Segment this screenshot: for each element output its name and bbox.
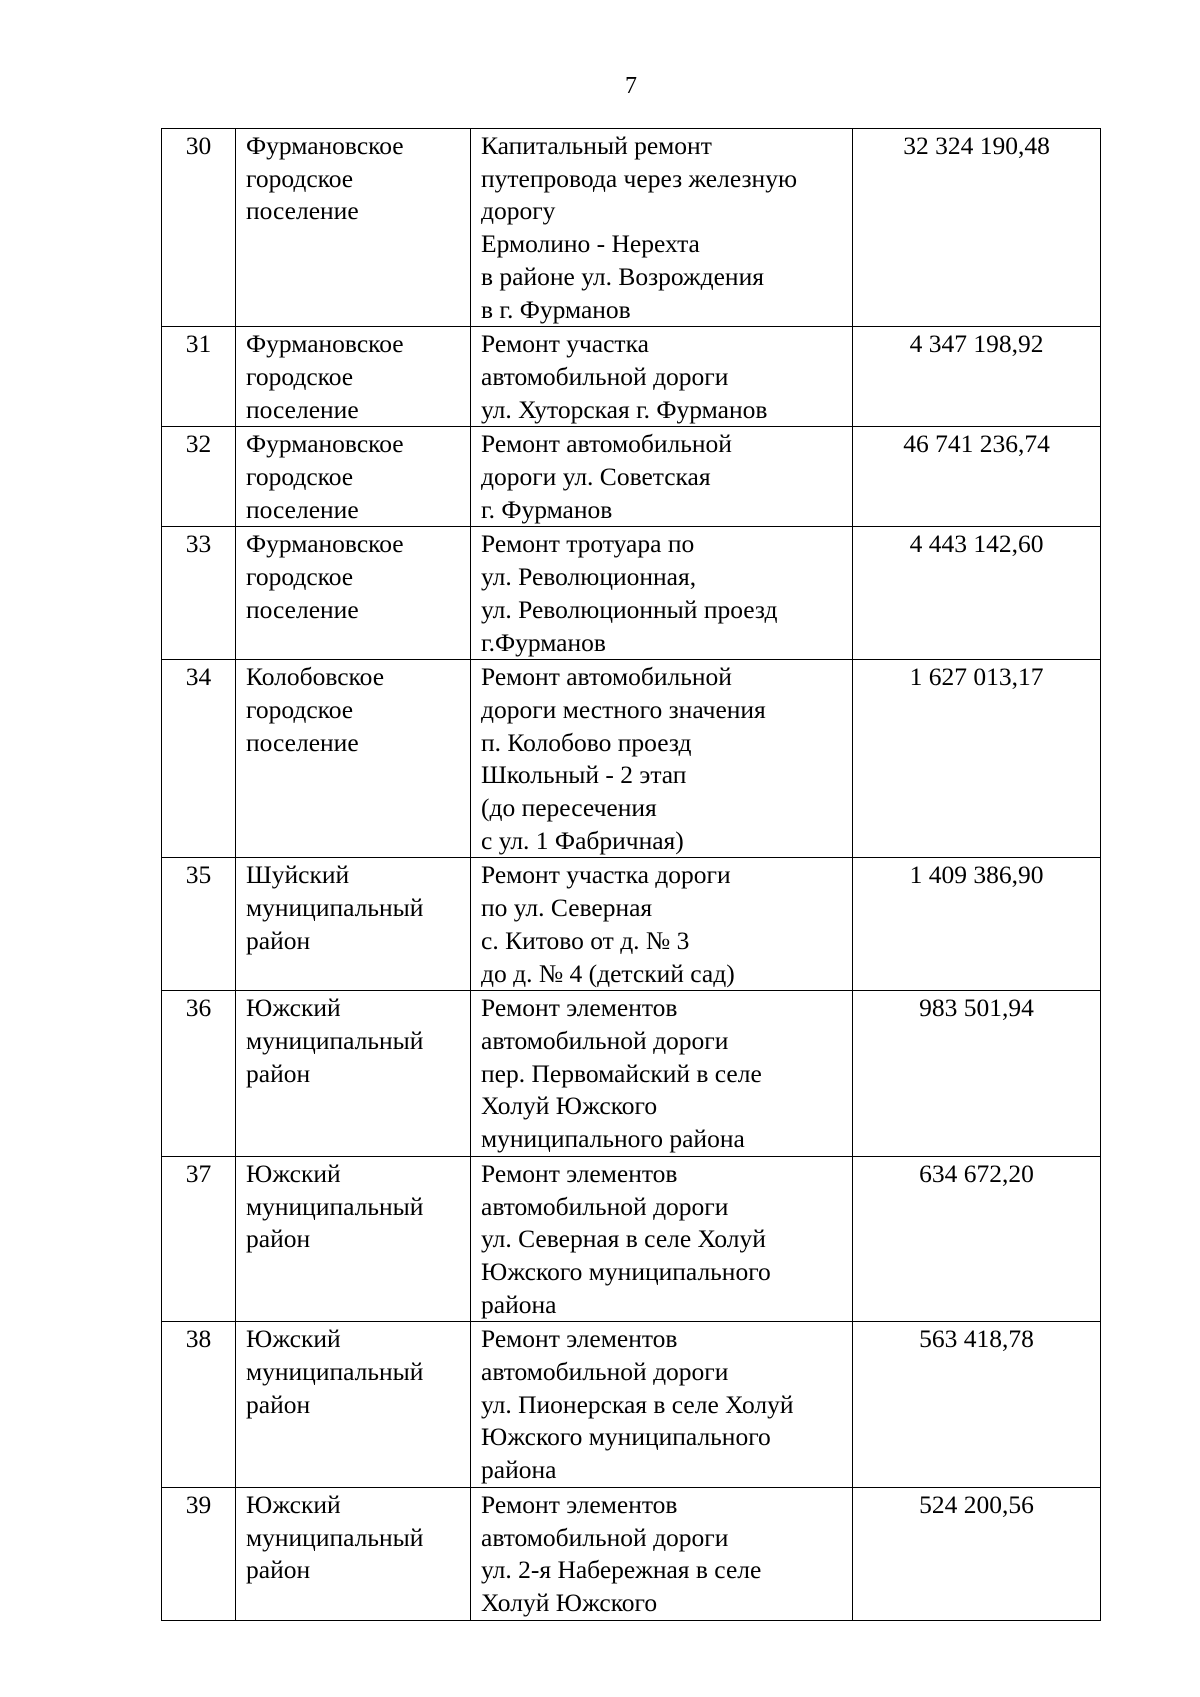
object-cell bbox=[471, 527, 853, 660]
object-text: Ремонт участка дороги по ул. Северная с. Китово от д. № 3 до д. № 4 (детский сад) bbox=[481, 860, 735, 988]
amount-cell: 634 672,20 bbox=[853, 1156, 1101, 1322]
object-text: Ремонт автомобильной дороги местного значения п. Колобово проезд Школьный - 2 этап (до пересечения с ул. 1 Фабричная) bbox=[481, 662, 766, 855]
projects-table bbox=[161, 128, 1101, 1621]
amount-cell: 1 627 013,17 bbox=[853, 660, 1101, 858]
municipality-text: Колобовское городское поселение bbox=[246, 662, 385, 757]
amount-cell: 524 200,56 bbox=[853, 1487, 1101, 1620]
municipality-cell bbox=[236, 1156, 471, 1322]
object-cell bbox=[471, 327, 853, 427]
municipality-text: Фурмановское городское поселение bbox=[246, 131, 404, 226]
table-row bbox=[162, 129, 1101, 327]
amount-cell: 563 418,78 bbox=[853, 1322, 1101, 1488]
row-number: 31 bbox=[162, 327, 236, 427]
object-cell bbox=[471, 1156, 853, 1322]
municipality-text: Южский муниципальный район bbox=[246, 1324, 424, 1419]
object-text: Ремонт автомобильной дороги ул. Советская г. Фурманов bbox=[481, 429, 732, 524]
table-row bbox=[162, 527, 1101, 660]
object-cell bbox=[471, 1487, 853, 1620]
amount-cell: 983 501,94 bbox=[853, 991, 1101, 1157]
table-row bbox=[162, 1322, 1101, 1488]
object-text: Ремонт элементов автомобильной дороги ул. Северная в селе Холуй Южского муниципального района bbox=[481, 1158, 771, 1319]
page-number: 7 bbox=[625, 73, 637, 99]
projects-table-body bbox=[162, 129, 1101, 1621]
object-text: Ремонт элементов автомобильной дороги пер. Первомайский в селе Холуй Южского муниципального района bbox=[481, 993, 762, 1154]
amount-cell: 4 347 198,92 bbox=[853, 327, 1101, 427]
table-row bbox=[162, 327, 1101, 427]
object-cell bbox=[471, 1322, 853, 1488]
table-row bbox=[162, 991, 1101, 1157]
table-row bbox=[162, 1156, 1101, 1322]
row-number: 38 bbox=[162, 1322, 236, 1488]
table-row bbox=[162, 858, 1101, 991]
object-text: Ремонт элементов автомобильной дороги ул. 2-я Набережная в селе Холуй Южского bbox=[481, 1489, 762, 1617]
object-text: Капитальный ремонт путепровода через железную дорогу Ермолино - Нерехта в районе ул. Возрождения в г. Фурманов bbox=[481, 131, 797, 324]
municipality-text: Фурмановское городское поселение bbox=[246, 329, 404, 424]
object-cell bbox=[471, 129, 853, 327]
table-row bbox=[162, 1487, 1101, 1620]
municipality-cell bbox=[236, 1487, 471, 1620]
municipality-text: Южский муниципальный район bbox=[246, 1158, 424, 1254]
amount-cell: 46 741 236,74 bbox=[853, 427, 1101, 527]
municipality-cell bbox=[236, 129, 471, 327]
municipality-cell bbox=[236, 327, 471, 427]
municipality-cell bbox=[236, 527, 471, 660]
amount-cell: 4 443 142,60 bbox=[853, 527, 1101, 660]
row-number: 34 bbox=[162, 660, 236, 858]
object-text: Ремонт участка автомобильной дороги ул. Хуторская г. Фурманов bbox=[481, 329, 768, 424]
municipality-cell bbox=[236, 991, 471, 1157]
row-number: 37 bbox=[162, 1156, 236, 1322]
municipality-cell bbox=[236, 1322, 471, 1488]
object-cell bbox=[471, 427, 853, 527]
municipality-text: Южский муниципальный район bbox=[246, 1489, 424, 1585]
municipality-cell bbox=[236, 858, 471, 991]
object-cell bbox=[471, 858, 853, 991]
object-cell bbox=[471, 991, 853, 1157]
object-text: Ремонт элементов автомобильной дороги ул. Пионерская в селе Холуй Южского муниципального района bbox=[481, 1324, 794, 1485]
municipality-cell bbox=[236, 427, 471, 527]
municipality-text: Шуйский муниципальный район bbox=[246, 860, 424, 955]
municipality-text: Южский муниципальный район bbox=[246, 993, 424, 1088]
row-number: 30 bbox=[162, 129, 236, 327]
table-row bbox=[162, 660, 1101, 858]
row-number: 35 bbox=[162, 858, 236, 991]
row-number: 36 bbox=[162, 991, 236, 1157]
municipality-text: Фурмановское городское поселение bbox=[246, 529, 404, 624]
row-number: 32 bbox=[162, 427, 236, 527]
amount-cell: 1 409 386,90 bbox=[853, 858, 1101, 991]
row-number: 39 bbox=[162, 1487, 236, 1620]
object-text: Ремонт тротуара по ул. Революционная, ул. Революционный проезд г.Фурманов bbox=[481, 529, 778, 657]
table-row bbox=[162, 427, 1101, 527]
object-cell bbox=[471, 660, 853, 858]
amount-cell: 32 324 190,48 bbox=[853, 129, 1101, 327]
row-number: 33 bbox=[162, 527, 236, 660]
municipality-text: Фурмановское городское поселение bbox=[246, 429, 404, 524]
municipality-cell bbox=[236, 660, 471, 858]
